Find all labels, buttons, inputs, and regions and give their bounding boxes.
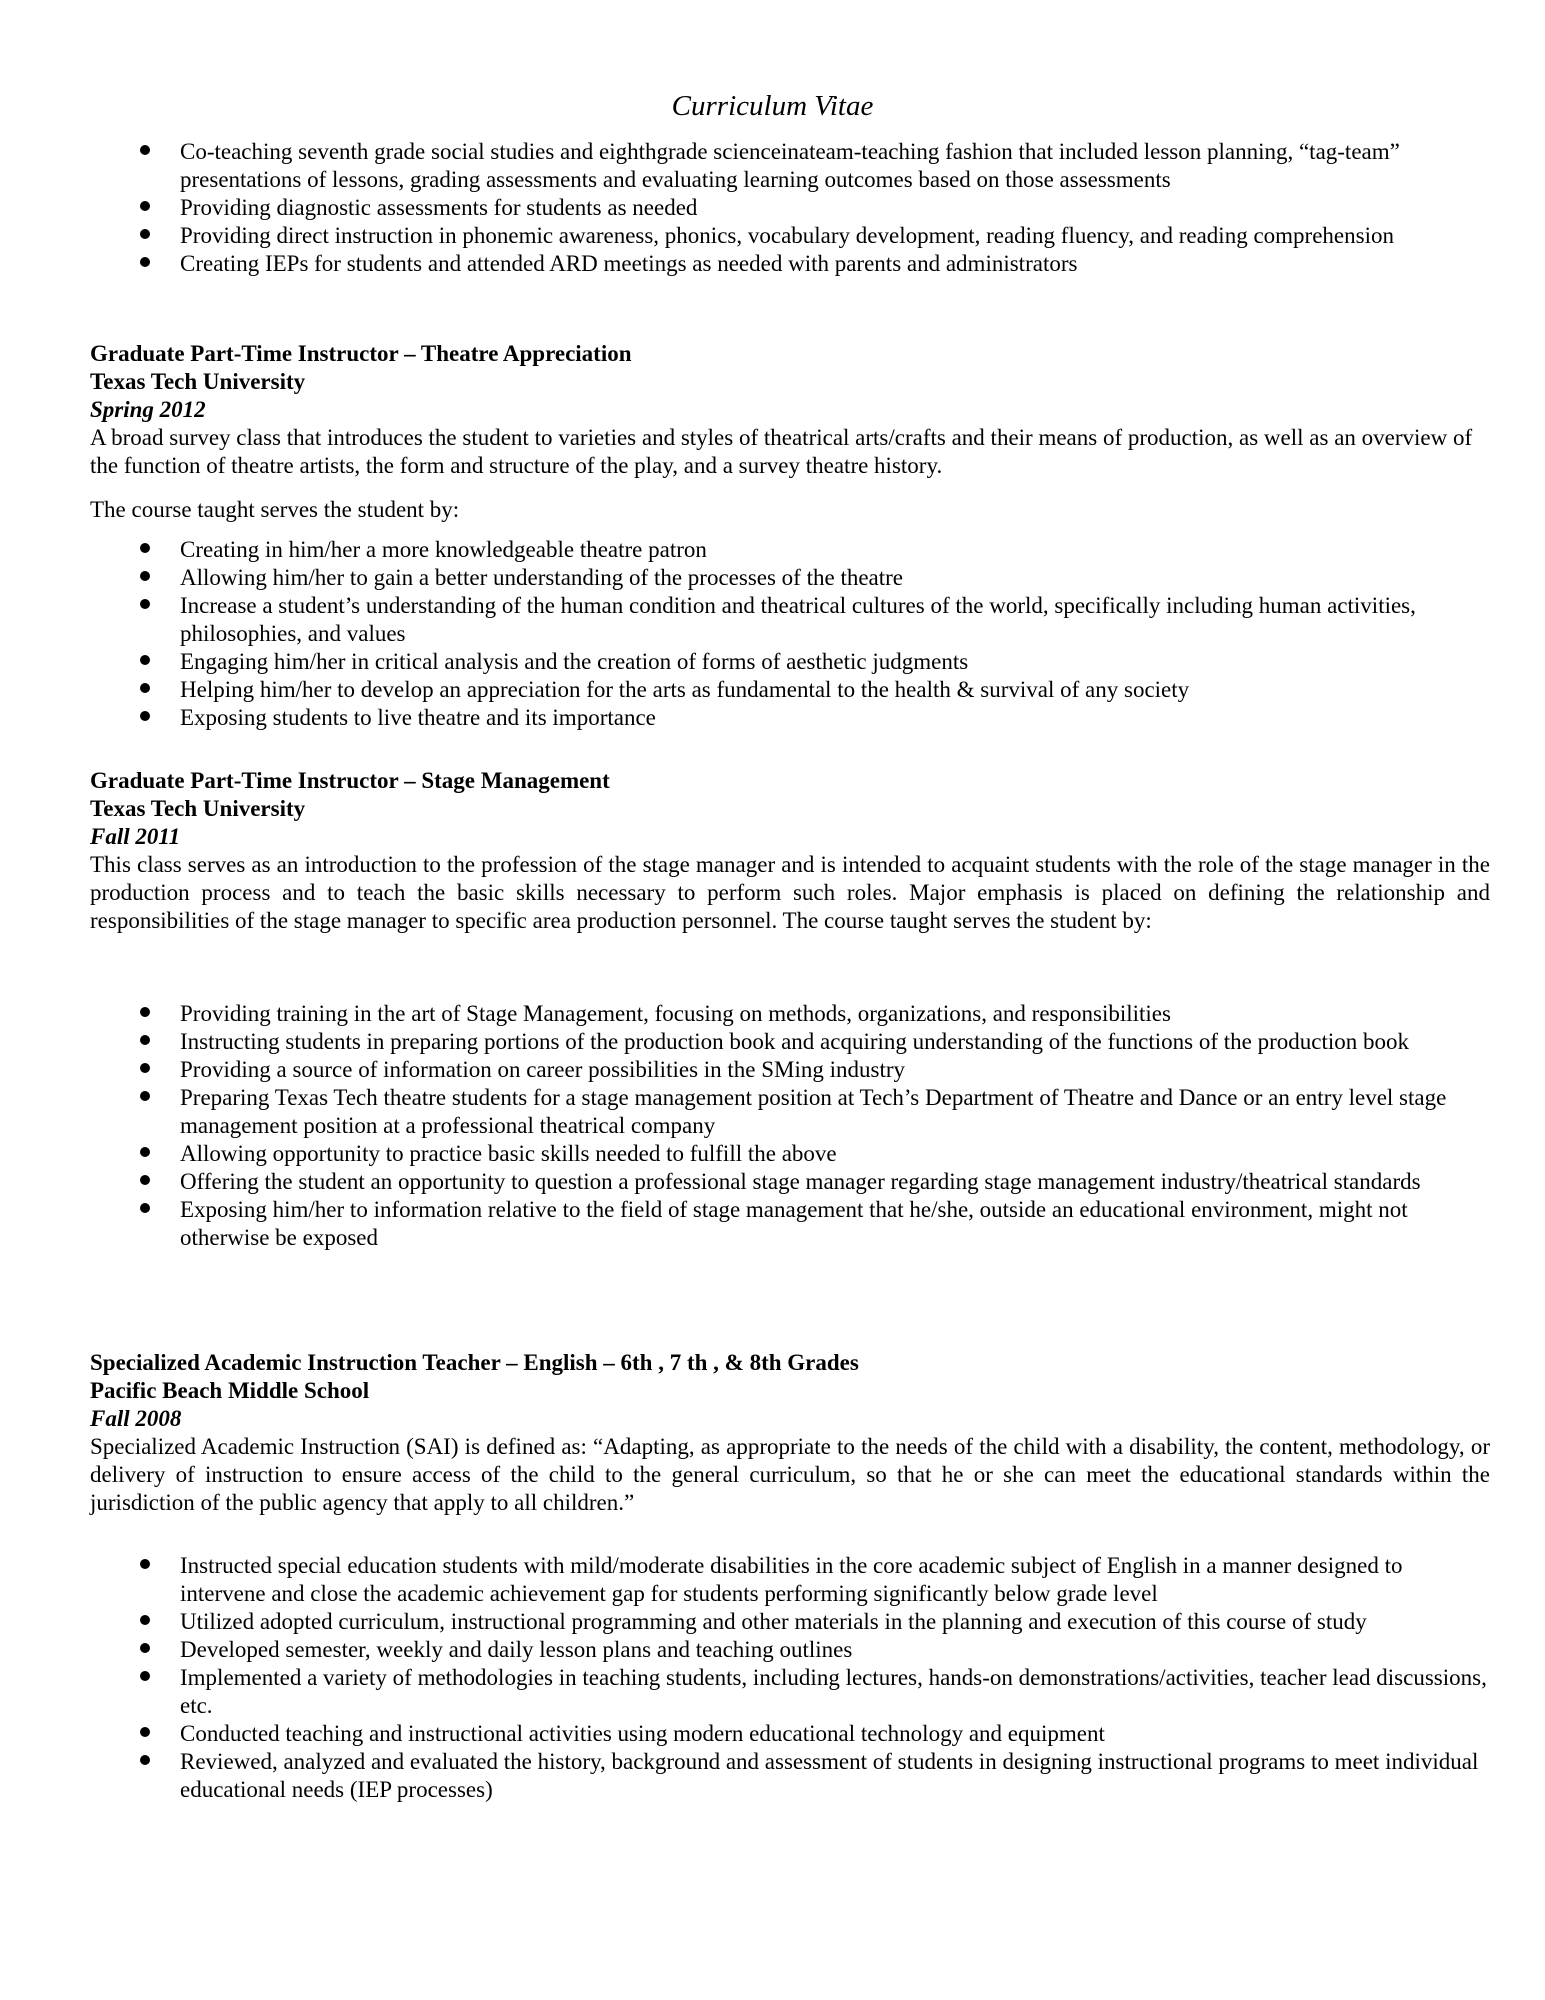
bullet-icon (140, 1671, 150, 1681)
bullet-icon (140, 1007, 150, 1017)
organization: Texas Tech University (90, 796, 306, 821)
description: Specialized Academic Instruction (SAI) is defined as: “Adapting, as appropriate to the needs of the child with a disability, the content, methodology, or delivery of instruction to ensure access of the child to the general curriculum, so that he or she can meet the educational standards within the jurisdiction of the public agency that apply to all children.” (90, 1434, 1490, 1515)
list-item: Co-teaching seventh grade social studies and eighthgrade scienceinateam-teaching fashion that included lesson planning, “tag-team” presentations of lessons, grading assessments and evaluating learning outcomes based on those assessments (90, 138, 1490, 194)
section-stage-management (90, 767, 1490, 935)
organization: Texas Tech University (90, 369, 306, 394)
bullet-icon (140, 229, 150, 239)
term: Fall 2011 (90, 824, 181, 849)
list-item: Reviewed, analyzed and evaluated the history, background and assessment of students in designing instructional programs to meet individual educational needs (IEP processes) (90, 1748, 1490, 1804)
list-item: Implemented a variety of methodologies in teaching students, including lectures, hands-on demonstrations/activities, teacher lead discussions, etc. (90, 1664, 1490, 1720)
list-item: Instructing students in preparing portions of the production book and acquiring understanding of the functions of the production book (90, 1028, 1490, 1056)
list-item: Providing a source of information on career possibilities in the SMing industry (90, 1056, 1490, 1084)
list-item: Preparing Texas Tech theatre students for a stage management position at Tech’s Department of Theatre and Dance or an entry level stage management position at a professional theatrical company (90, 1084, 1490, 1140)
list-item: Conducted teaching and instructional activities using modern educational technology and equipment (90, 1720, 1490, 1748)
list-item: Offering the student an opportunity to question a professional stage manager regarding stage management industry/theatrical standards (90, 1168, 1490, 1196)
list-item: Engaging him/her in critical analysis and the creation of forms of aesthetic judgments (90, 648, 1490, 676)
list-item: Providing diagnostic assessments for students as needed (90, 194, 1490, 222)
bullet-icon (140, 683, 150, 693)
bullet-icon (140, 1063, 150, 1073)
bullet-icon (140, 1755, 150, 1765)
role-title: Specialized Academic Instruction Teacher – English – 6th , 7 th , & 8th Grades (90, 1350, 859, 1375)
list-item: Providing direct instruction in phonemic awareness, phonics, vocabulary development, reading fluency, and reading comprehension (90, 222, 1490, 250)
page-title: Curriculum Vitae (671, 90, 874, 122)
bullet-icon (140, 711, 150, 721)
section-sai-teacher (90, 1349, 1490, 1517)
description: This class serves as an introduction to the profession of the stage manager and is intended to acquaint students with the role of the stage manager in the production process and to teach the basic skills necessary to perform such roles. Major emphasis is placed on defining the relationship and responsibilities of the stage manager to specific area production personnel. The course taught serves the student by: (90, 852, 1490, 933)
role-title: Graduate Part-Time Instructor – Theatre Appreciation (90, 341, 632, 366)
term: Spring 2012 (90, 397, 206, 422)
bullet-icon (140, 599, 150, 609)
list-item: Developed semester, weekly and daily lesson plans and teaching outlines (90, 1636, 1490, 1664)
bullet-icon (140, 1147, 150, 1157)
bullet-icon (140, 1727, 150, 1737)
bullet-icon (140, 1615, 150, 1625)
lead-text: The course taught serves the student by: (90, 497, 460, 522)
list-item: Helping him/her to develop an appreciation for the arts as fundamental to the health & survival of any society (90, 676, 1490, 704)
list-item: Providing training in the art of Stage Management, focusing on methods, organizations, and responsibilities (90, 1000, 1490, 1028)
bullet-icon (140, 201, 150, 211)
list-item: Utilized adopted curriculum, instructional programming and other materials in the planning and execution of this course of study (90, 1608, 1490, 1636)
top-bullet-list (90, 138, 1490, 278)
sai-teacher-bullets (90, 1552, 1490, 1804)
list-item: Creating IEPs for students and attended ARD meetings as needed with parents and administrators (90, 250, 1490, 278)
bullet-icon (140, 1035, 150, 1045)
bullet-icon (140, 145, 150, 155)
term: Fall 2008 (90, 1406, 182, 1431)
bullet-icon (140, 1643, 150, 1653)
list-item: Exposing him/her to information relative to the field of stage management that he/she, outside an educational environment, might not otherwise be exposed (90, 1196, 1490, 1252)
role-title: Graduate Part-Time Instructor – Stage Management (90, 768, 610, 793)
list-item: Increase a student’s understanding of the human condition and theatrical cultures of the world, specifically including human activities, philosophies, and values (90, 592, 1490, 648)
list-item: Creating in him/her a more knowledgeable theatre patron (90, 536, 1490, 564)
bullet-icon (140, 257, 150, 267)
stage-management-bullets (90, 1000, 1490, 1252)
bullet-icon (140, 1091, 150, 1101)
list-item: Instructed special education students with mild/moderate disabilities in the core academic subject of English in a manner designed to intervene and close the academic achievement gap for students performing significantly below grade level (90, 1552, 1490, 1608)
theatre-appreciation-bullets (90, 536, 1490, 732)
bullet-icon (140, 571, 150, 581)
list-item: Allowing opportunity to practice basic skills needed to fulfill the above (90, 1140, 1490, 1168)
list-item: Allowing him/her to gain a better understanding of the processes of the theatre (90, 564, 1490, 592)
list-item: Exposing students to live theatre and its importance (90, 704, 1490, 732)
bullet-icon (140, 1559, 150, 1569)
organization: Pacific Beach Middle School (90, 1378, 370, 1403)
bullet-icon (140, 543, 150, 553)
bullet-icon (140, 1175, 150, 1185)
section-theatre-appreciation (90, 340, 1490, 524)
bullet-icon (140, 655, 150, 665)
bullet-icon (140, 1203, 150, 1213)
description: A broad survey class that introduces the student to varieties and styles of theatrical arts/crafts and their means of production, as well as an overview of the function of theatre artists, the form and structure of the play, and a survey theatre history. (90, 425, 1473, 478)
